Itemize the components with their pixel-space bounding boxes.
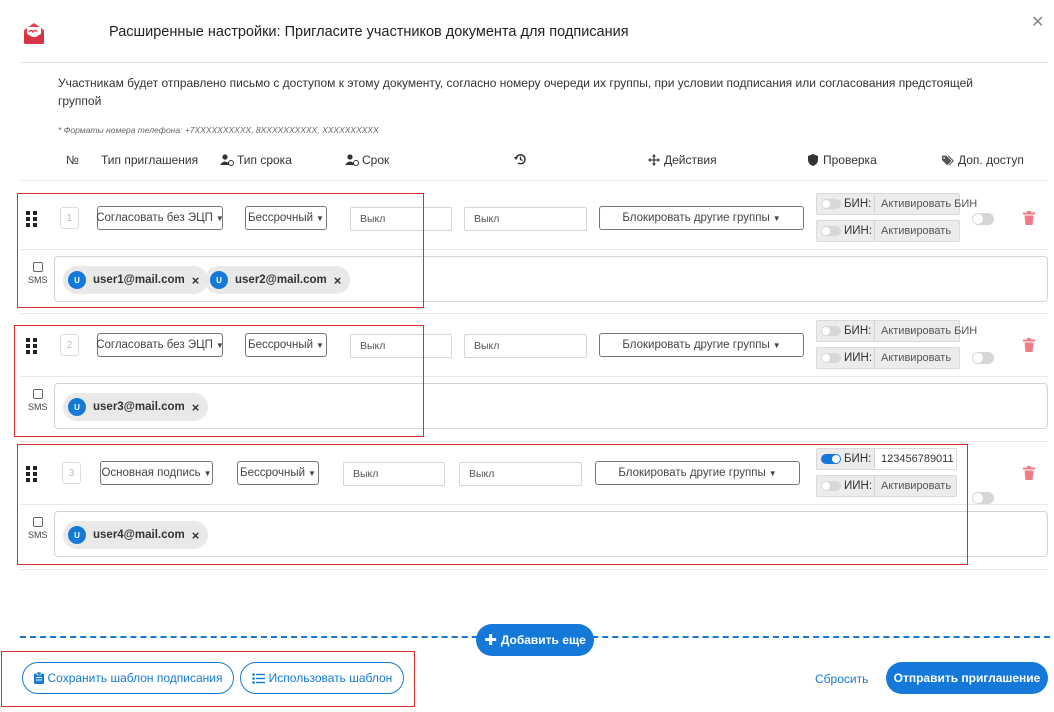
invite-type-dropdown[interactable]: Согласовать без ЭЦП ▼ — [97, 206, 223, 230]
send-invitation-button[interactable]: Отправить приглашение — [886, 662, 1048, 694]
sms-label: SMS — [28, 402, 48, 412]
avatar: U — [210, 271, 228, 289]
header-divider — [20, 62, 1048, 63]
actions-dropdown[interactable]: Блокировать другие группы ▼ — [595, 461, 800, 485]
shield-icon — [806, 154, 820, 166]
column-term-type: Тип срока — [220, 153, 292, 167]
group-number: 2 — [60, 334, 79, 356]
user-clock-icon — [345, 154, 359, 166]
iin-group: ИИН: Активировать — [816, 475, 957, 497]
highlight-box — [17, 444, 968, 565]
iin-activate-button[interactable]: Активировать — [881, 352, 952, 364]
group-number: 3 — [62, 462, 81, 484]
bin-group: БИН: 123456789011 — [816, 448, 957, 470]
column-num: № — [66, 153, 79, 167]
caret-down-icon: ▼ — [316, 213, 324, 223]
invite-type-dropdown[interactable]: Согласовать без ЭЦП ▼ — [97, 333, 223, 357]
user-clock-icon — [220, 154, 234, 166]
highlight-box — [17, 193, 424, 308]
reset-link[interactable]: Сбросить — [815, 672, 869, 686]
caret-down-icon: ▼ — [308, 468, 316, 478]
extra-access-toggle[interactable] — [972, 352, 994, 364]
caret-down-icon: ▼ — [772, 213, 781, 223]
add-more-button[interactable]: ✚ Добавить еще — [476, 624, 594, 656]
caret-down-icon: ▼ — [215, 340, 224, 350]
iin-toggle[interactable] — [821, 226, 841, 236]
email-text: user3@mail.com — [93, 401, 185, 413]
group-number: 1 — [60, 207, 79, 229]
actions-dropdown[interactable]: Блокировать другие группы ▼ — [599, 206, 804, 230]
column-extra-access: Доп. доступ — [941, 153, 1024, 167]
dialog-title: Расширенные настройки: Пригласите участников документа для подписания — [109, 24, 629, 40]
remove-email-icon[interactable]: × — [191, 399, 200, 415]
bin-input[interactable]: 123456789011 — [875, 449, 956, 469]
bin-group: БИН: Активировать БИН — [816, 193, 960, 215]
iin-group: ИИН: Активировать — [816, 220, 960, 242]
plus-icon: ✚ — [484, 632, 497, 649]
bin-toggle[interactable] — [821, 326, 841, 336]
column-check: Проверка — [806, 153, 877, 167]
header-row-divider — [20, 180, 1048, 181]
trash-icon[interactable] — [1023, 466, 1035, 483]
highlight-box — [14, 325, 424, 437]
column-invite-type: Тип приглашения — [101, 153, 199, 167]
caret-down-icon: ▼ — [203, 468, 212, 478]
mail-heart-icon — [21, 20, 47, 46]
caret-down-icon: ▼ — [768, 468, 777, 478]
bin-group: БИН: Активировать БИН — [816, 320, 960, 342]
term-type-dropdown[interactable]: Бессрочный ▼ — [237, 461, 319, 485]
time-input[interactable]: Выкл — [459, 462, 582, 486]
sms-label: SMS — [28, 530, 48, 540]
term-type-dropdown[interactable]: Бессрочный ▼ — [245, 333, 327, 357]
column-term: Срок — [345, 153, 389, 167]
actions-dropdown[interactable]: Блокировать другие группы ▼ — [599, 333, 804, 357]
extra-access-toggle[interactable] — [972, 213, 994, 225]
term-type-dropdown[interactable]: Бессрочный ▼ — [245, 206, 327, 230]
term-input[interactable]: Выкл — [350, 207, 452, 231]
sms-label: SMS — [28, 275, 48, 285]
bin-activate-button[interactable]: Активировать БИН — [881, 198, 978, 210]
remove-email-icon[interactable]: × — [191, 527, 200, 543]
caret-down-icon: ▼ — [316, 340, 324, 350]
group-divider — [20, 441, 1048, 442]
group-divider — [20, 313, 1048, 314]
avatar: U — [68, 271, 86, 289]
use-template-button[interactable]: Использовать шаблон — [240, 662, 404, 694]
bin-activate-button[interactable]: Активировать БИН — [881, 325, 978, 337]
email-text: user1@mail.com — [93, 274, 185, 286]
move-icon — [647, 154, 661, 166]
history-icon — [513, 153, 527, 165]
description-text: Участникам будет отправлено письмо с доступом к этому документу, согласно номеру очереди их группы, при условии подписания или согласования предстоящей группой — [58, 76, 973, 108]
remove-email-icon[interactable]: × — [333, 272, 342, 288]
email-text: user4@mail.com — [93, 529, 185, 541]
time-input[interactable]: Выкл — [464, 207, 587, 231]
column-actions: Действия — [647, 153, 717, 167]
iin-toggle[interactable] — [821, 353, 841, 363]
tags-icon — [941, 154, 955, 166]
trash-icon[interactable] — [1023, 338, 1035, 355]
term-input[interactable]: Выкл — [343, 462, 445, 486]
invite-type-dropdown[interactable]: Основная подпись ▼ — [100, 461, 213, 485]
highlight-box — [1, 651, 415, 707]
avatar: U — [68, 398, 86, 416]
remove-email-icon[interactable]: × — [191, 272, 200, 288]
email-text: user2@mail.com — [235, 274, 327, 286]
trash-icon[interactable] — [1023, 211, 1035, 228]
time-input[interactable]: Выкл — [464, 334, 587, 358]
group-divider — [20, 569, 1048, 570]
iin-activate-button[interactable]: Активировать — [881, 225, 952, 237]
iin-activate-button[interactable]: Активировать — [881, 480, 952, 492]
bin-toggle[interactable] — [821, 199, 841, 209]
term-input[interactable]: Выкл — [350, 334, 452, 358]
caret-down-icon: ▼ — [215, 213, 224, 223]
close-icon[interactable]: ✕ — [1031, 14, 1045, 31]
iin-group: ИИН: Активировать — [816, 347, 960, 369]
caret-down-icon: ▼ — [772, 340, 781, 350]
save-template-button[interactable]: Сохранить шаблон подписания — [22, 662, 234, 694]
avatar: U — [68, 526, 86, 544]
phone-format-note: * Форматы номера телефона: +7XXXXXXXXXX, 8XXXXXXXXXX, XXXXXXXXXX — [58, 125, 379, 135]
extra-access-toggle[interactable] — [972, 492, 994, 504]
